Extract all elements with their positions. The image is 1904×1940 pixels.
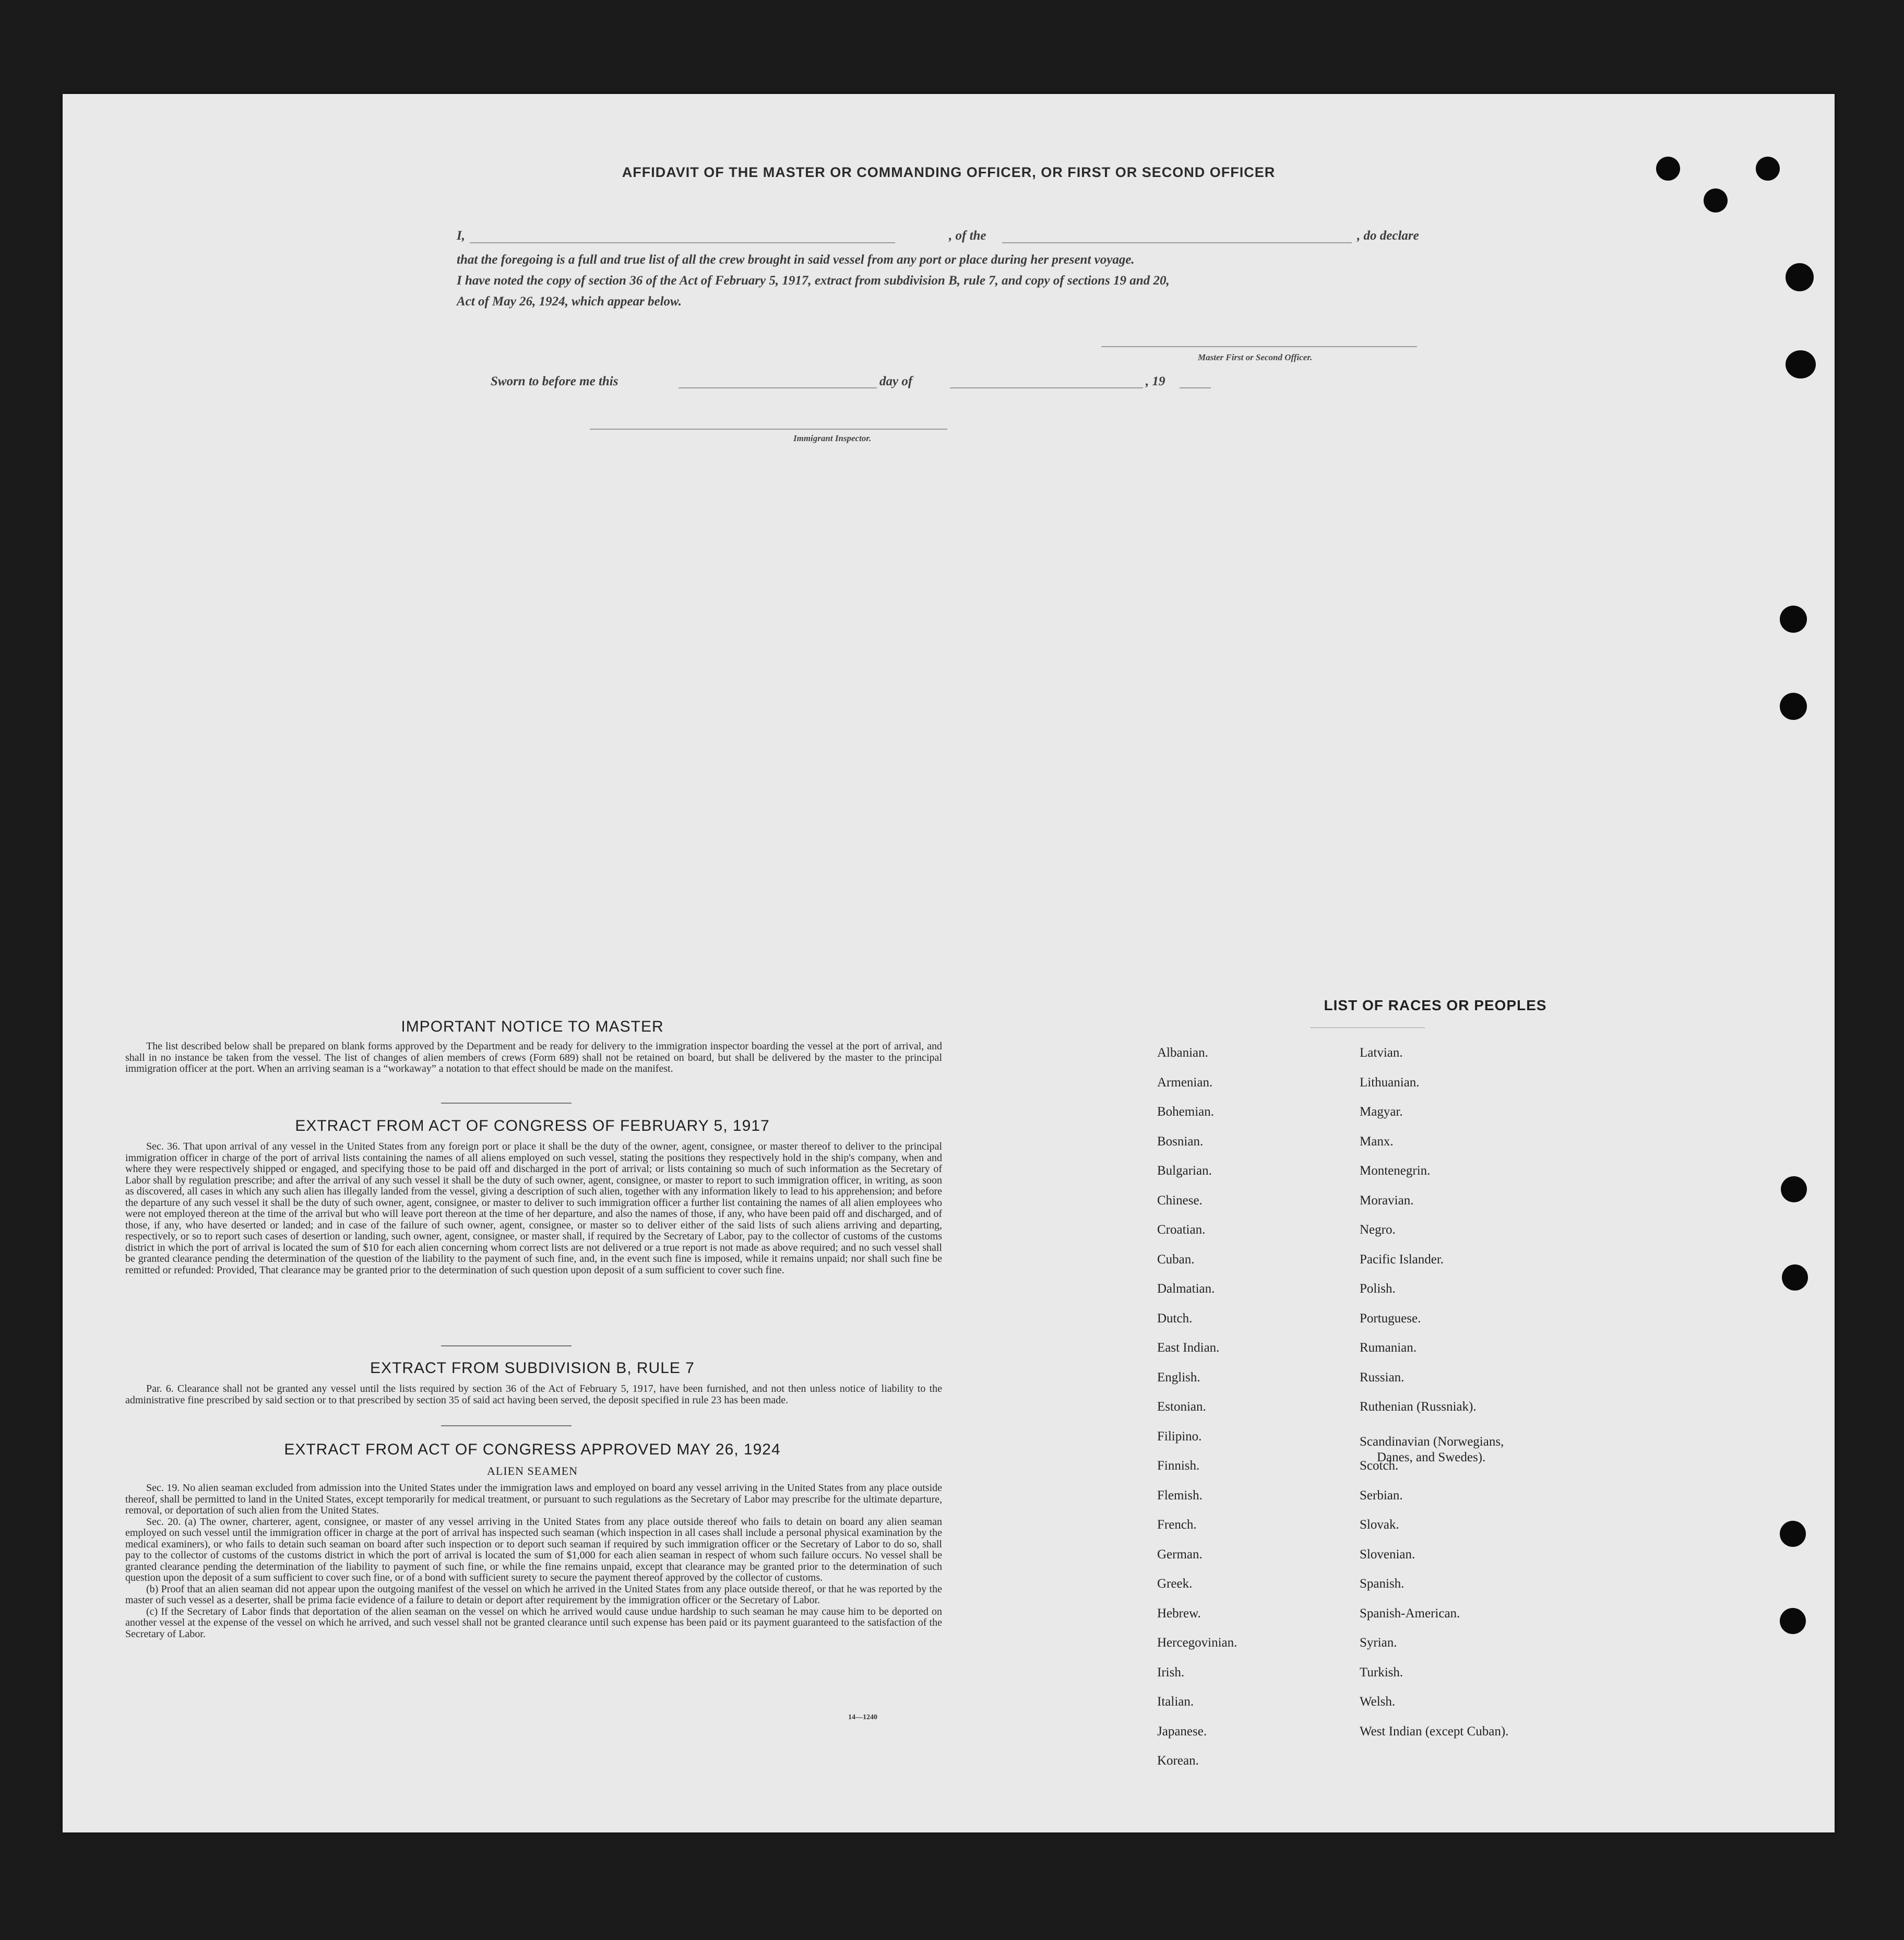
race-item: Scandinavian (Norwegians,	[1360, 1434, 1504, 1449]
section-divider	[441, 1425, 572, 1426]
races-title: LIST OF RACES OR PEOPLES	[1324, 997, 1547, 1013]
affidavit-line-2: that the foregoing is a full and true list of all the crew brought in said vessel from any port or place during her present voyage.	[457, 253, 1135, 267]
race-item: West Indian (except Cuban).	[1360, 1724, 1509, 1738]
sworn-label: Sworn to before me this	[491, 374, 618, 388]
inspector-signature-line	[590, 429, 947, 430]
race-item: French.	[1157, 1518, 1197, 1532]
race-item: Slovak.	[1360, 1518, 1399, 1532]
extract-1924-body	[125, 1483, 942, 1640]
race-item: Syrian.	[1360, 1636, 1397, 1650]
notice-body	[125, 1041, 942, 1075]
race-item: Croatian.	[1157, 1223, 1206, 1237]
par-6-paragraph: Par. 6. Clearance shall not be granted any vessel until the lists required by section 36 of the Act of February 5, 1917, have been furnished, and not then unless notice of liability to the administrative fine prescribed by said section or to that prescribed by section 35 of said act having been served, the deposit specified in rule 23 has been made.	[125, 1383, 942, 1406]
affidavit-line-3: I have noted the copy of section 36 of the Act of February 5, 1917, extract from subdivision B, rule 7, and copy of sections 19 and 20,	[457, 274, 1170, 288]
punch-hole	[1780, 606, 1807, 633]
race-item: Negro.	[1360, 1223, 1396, 1237]
race-item: Hebrew.	[1157, 1606, 1201, 1620]
race-item: Estonian.	[1157, 1400, 1206, 1414]
punch-hole	[1786, 350, 1816, 378]
race-item: Ruthenian (Russniak).	[1360, 1400, 1477, 1414]
race-item: Pacific Islander.	[1360, 1252, 1444, 1267]
race-item: Welsh.	[1360, 1695, 1396, 1709]
punch-hole	[1786, 263, 1814, 291]
document-page	[63, 94, 1835, 1832]
sec-19-paragraph: Sec. 19. No alien seaman excluded from admission into the United States under the immigration laws and employed on board any vessel arriving in the United States from any place outside thereof, shall be permitted to land in the United States, except temporarily for medical treatment, or pursuant to such regulations as the Secretary of Labor may prescribe for the ultimate departure, removal, or deportation of such alien from the United States.	[125, 1482, 942, 1516]
race-item: Polish.	[1360, 1282, 1396, 1296]
form-number: 14—1240	[848, 1713, 877, 1721]
race-item: Turkish.	[1360, 1665, 1403, 1679]
punch-hole	[1780, 693, 1807, 720]
race-item: Italian.	[1157, 1695, 1194, 1709]
race-item: Cuban.	[1157, 1252, 1195, 1267]
sec-20a-paragraph: Sec. 20. (a) The owner, charterer, agent, consignee, or master of any vessel arriving in the United States from any place outside thereof who fails to detain on board any alien seaman employed on such vessel until the immigration officer in charge at the port of arrival has inspected such seaman (which inspection in all cases shall include a personal physical examination by the medical examiners), or who fails to detain such seaman on board after such inspection or to deport such seaman if required by such immigration officer or the Secretary of Labor to do so, shall pay to the collector of customs of the customs district in which the port of arrival is located the sum of $1,000 for each alien seaman in respect of whom such failure occurs. No vessel shall be granted clearance pending the determination of the liability to payment of such fine, or while the fine remains unpaid, except that clearance may be granted prior to the determination of such question upon the deposit of a sum sufficient to cover such fine, or of a bond with sufficient surety to secure the payment thereof approved by the collector of customs.	[125, 1516, 942, 1583]
race-item: Chinese.	[1157, 1193, 1203, 1208]
name-blank-line	[470, 242, 895, 243]
race-item: Slovenian.	[1360, 1547, 1415, 1562]
race-item: Danes, and Swedes).	[1377, 1450, 1486, 1464]
inspector-caption: Immigrant Inspector.	[793, 433, 872, 443]
race-item: Hercegovinian.	[1157, 1636, 1237, 1650]
race-item: Scotch.	[1360, 1459, 1399, 1473]
punch-hole	[1704, 188, 1728, 212]
rule-7-body	[125, 1383, 942, 1406]
punch-hole	[1782, 1264, 1808, 1291]
race-item: English.	[1157, 1370, 1200, 1385]
sworn-month-line	[950, 387, 1143, 388]
race-item: Finnish.	[1157, 1459, 1200, 1473]
race-item: Latvian.	[1360, 1046, 1403, 1060]
section-divider	[441, 1345, 572, 1346]
day-of-label: day of	[879, 374, 913, 388]
race-item: Portuguese.	[1360, 1311, 1421, 1326]
affidavit-declare-label: , do declare	[1357, 229, 1419, 243]
race-item: German.	[1157, 1547, 1203, 1562]
sworn-day-line	[679, 387, 877, 388]
punch-hole	[1780, 1608, 1806, 1634]
race-item: Bohemian.	[1157, 1105, 1215, 1119]
race-item: Japanese.	[1157, 1724, 1207, 1738]
master-signature-line	[1101, 346, 1417, 347]
section-divider	[441, 1103, 572, 1104]
race-item: Bulgarian.	[1157, 1164, 1212, 1178]
alien-seamen-subtitle: ALIEN SEAMEN	[487, 1464, 578, 1477]
vessel-blank-line	[1002, 242, 1352, 243]
affidavit-line-4: Act of May 26, 1924, which appear below.	[457, 294, 682, 309]
race-item: Greek.	[1157, 1577, 1193, 1591]
extract-1924-title: EXTRACT FROM ACT OF CONGRESS APPROVED MAY 26, 1924	[284, 1441, 781, 1458]
notice-paragraph: The list described below shall be prepared on blank forms approved by the Department and be ready for delivery to the immigration inspector boarding the vessel at the port of arrival, and shall in no instance be taken from the vessel. The list of changes of alien members of crews (Form 689) shall not be retained on board, but shall be delivered by the master to the principal immigration officer at the port. When an arriving seaman is a “workaway” a notation to that effect should be made on the manifest.	[125, 1040, 942, 1074]
notice-title: IMPORTANT NOTICE TO MASTER	[401, 1018, 664, 1035]
affidavit-of-the-label: , of the	[949, 229, 986, 243]
races-title-underline	[1310, 1027, 1425, 1028]
extract-1917-body	[125, 1141, 942, 1276]
year-prefix: , 19	[1146, 374, 1165, 388]
sec-36-paragraph: Sec. 36. That upon arrival of any vessel in the United States from any foreign port or place it shall be the duty of the owner, agent, consignee, or master thereof to deliver to the principal immigration officer in charge of the port of arrival lists containing the names of all aliens employed on such vessel, stating the positions they respectively hold in the ship's company, when and where they were respectively shipped or engaged, and specifying those to be paid off and discharged in the port of arrival; or lists containing so much of such information as the Secretary of Labor shall by regulation prescribe; and after the arrival of any such vessel it shall be the duty of such owner, agent, consignee, or master to report to such immigration officer, in writing, as soon as discovered, all cases in which any such alien has illegally landed from the vessel, giving a description of such alien, together with any information likely to lead to his apprehension; and before the departure of any such vessel it shall be the duty of such owner, agent, consignee, or master to deliver to such immigration officer a further list containing the names of all alien employees who were not employed thereon at the time of the arrival but who will leave port thereon at the time of her departure, and also the names of those, if any, who have been paid off and discharged, and of those, if any, who have deserted or landed; and in case of the failure of such owner, agent, consignee, or master so to deliver either of the said lists of such aliens arriving and departing, respectively, or so to report such cases of desertion or landing, such owner, agent, consignee, or master shall, if required by the Secretary of Labor, pay to the collector of customs of the customs district in which the port of arrival is located the sum of $10 for each alien concerning whom correct lists are not delivered or a true report is not made as above required; and no such vessel shall be granted clearance pending the determination of the question of the liability to the payment of such fine, and, in the event such fine is imposed, while it remains unpaid; nor shall such fine be remitted or refunded: Provided, That clearance may be granted prior to the determination of such question upon deposit of a sum sufficient to cover such fine.	[125, 1141, 942, 1276]
race-item: Rumanian.	[1360, 1341, 1417, 1355]
master-caption: Master First or Second Officer.	[1198, 352, 1313, 362]
race-item: Spanish-American.	[1360, 1606, 1460, 1620]
punch-hole	[1780, 1521, 1806, 1547]
race-item: Lithuanian.	[1360, 1075, 1420, 1090]
race-item: Manx.	[1360, 1134, 1394, 1149]
sec-20c-paragraph: (c) If the Secretary of Labor finds that deportation of the alien seaman on the vessel on which he arrived would cause undue hardship to such seaman he may cause him to be deported on another vessel at the expense of the vessel on which he arrived, and such vessel shall not be granted clearance until such expense has been paid or its payment guaranteed to the satisfaction of the Secretary of Labor.	[125, 1605, 942, 1640]
race-item: Magyar.	[1360, 1105, 1403, 1119]
race-item: Armenian.	[1157, 1075, 1213, 1090]
race-item: Spanish.	[1360, 1577, 1405, 1591]
race-item: Korean.	[1157, 1754, 1199, 1768]
race-item: Bosnian.	[1157, 1134, 1204, 1149]
race-item: Dutch.	[1157, 1311, 1193, 1326]
race-item: Dalmatian.	[1157, 1282, 1215, 1296]
race-item: Russian.	[1360, 1370, 1405, 1385]
sec-20b-paragraph: (b) Proof that an alien seaman did not appear upon the outgoing manifest of the vessel on which he arrived in the United States from any place outside thereof, or that he was reported by the master of such vessel as a deserter, shall be prima facie evidence of a failure to detain or deport after requirement by the immigration officer or the Secretary of Labor.	[125, 1583, 942, 1606]
affidavit-i-label: I,	[457, 229, 465, 243]
punch-hole	[1781, 1176, 1807, 1202]
affidavit-title: AFFIDAVIT OF THE MASTER OR COMMANDING OFFICER, OR FIRST OR SECOND OFFICER	[622, 164, 1276, 180]
race-item: Albanian.	[1157, 1046, 1208, 1060]
race-item: Montenegrin.	[1360, 1164, 1431, 1178]
race-item: Serbian.	[1360, 1488, 1403, 1503]
sworn-year-line	[1180, 387, 1211, 388]
race-item: Moravian.	[1360, 1193, 1414, 1208]
race-item: Irish.	[1157, 1665, 1185, 1679]
race-item: East Indian.	[1157, 1341, 1220, 1355]
race-item: Filipino.	[1157, 1429, 1202, 1444]
rule-7-title: EXTRACT FROM SUBDIVISION B, RULE 7	[370, 1359, 695, 1377]
extract-1917-title: EXTRACT FROM ACT OF CONGRESS OF FEBRUARY 5, 1917	[295, 1117, 770, 1134]
race-item: Flemish.	[1157, 1488, 1203, 1503]
